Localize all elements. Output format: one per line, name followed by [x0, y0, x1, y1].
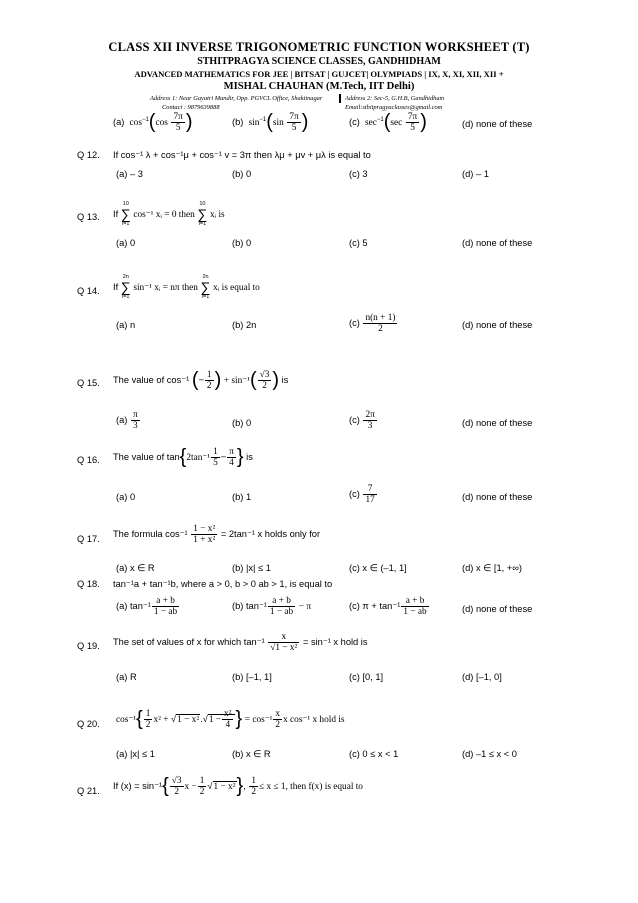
- fraction: $\frac{n(n + 1)}{2}$: [365, 313, 396, 334]
- fraction: $\frac{1}{5}$: [213, 447, 218, 468]
- q13-question: If 10 ∑ i=1 cos⁻¹ xᵢ = 0 then 10 ∑ i=1 xᵢ is: [113, 201, 225, 227]
- q20-number: Q 20.: [77, 719, 100, 729]
- q11-option-b: (b) $\sin^{-1}(\sin$ $\frac{7\pi}{5}$ ): [232, 111, 309, 133]
- q12-question: If cos⁻¹ λ + cos⁻¹μ + cos⁻¹ v = 3π then λμ + μv + μλ is equal to: [113, 150, 371, 160]
- q18-option-b: (b) tan⁻¹ $\frac{a + b}{1 - ab}$ − π: [232, 596, 312, 617]
- q17-number: Q 17.: [77, 534, 100, 544]
- fraction: $\frac{7}{17}$: [365, 484, 375, 505]
- q14-option-c: (c) $\frac{n(n + 1)}{2}$: [349, 313, 396, 334]
- fraction: $\frac{1}{2}$: [251, 776, 257, 797]
- worksheet-title: CLASS XII INVERSE TRIGONOMETRIC FUNCTION WORKSHEET (T): [108, 40, 530, 54]
- fraction: $\frac{√3}{2}$: [171, 776, 182, 797]
- address-1: Address 1: Near Gayatri Mandir, Opp. PGVCL Office, Shaktinagar: [150, 95, 323, 102]
- q18-question: tan⁻¹a + tan⁻¹b, where a > 0, b > 0 ab > 1, is equal to: [113, 579, 333, 589]
- q13-option-b: (b) 0: [232, 238, 252, 248]
- fraction: $\frac{\text{1 − x²}}{\text{1 + x²}}$: [193, 524, 216, 545]
- q16-option-a: (a) 0: [116, 492, 136, 502]
- q15-option-c: (c) $\frac{2\pi}{3}$: [349, 410, 375, 431]
- q19-option-a: (a) R: [116, 672, 137, 682]
- q16-option-b: (b) 1: [232, 492, 252, 502]
- institute-name: STHITPRAGYA SCIENCE CLASSES, GANDHIDHAM: [197, 56, 441, 67]
- fraction: $\frac{2\pi}{3}$: [365, 410, 375, 431]
- q16-number: Q 16.: [77, 455, 100, 465]
- address-divider: [339, 94, 341, 103]
- q12-option-b: (b) 0: [232, 169, 252, 179]
- q20-option-b: (b) x ∈ R: [232, 749, 271, 759]
- summation: 2n ∑ i=1: [120, 274, 131, 300]
- q14-option-d: (d) none of these: [462, 320, 533, 330]
- fraction: $\frac{√3}{2}$: [259, 370, 270, 391]
- q17-option-b: (b) |x| ≤ 1: [232, 563, 271, 573]
- fraction: $\frac{x}{\text{√1 − x²}}$: [270, 632, 298, 653]
- q14-question: If 2n ∑ i=1 sin⁻¹ xᵢ = nπ then 2n ∑ i=1 xᵢ is equal to: [113, 274, 260, 300]
- q21-number: Q 21.: [77, 786, 100, 796]
- q13-option-c: (c) 5: [349, 238, 368, 248]
- q13-option-a: (a) 0: [116, 238, 136, 248]
- q19-option-d: (d) [–1, 0]: [462, 672, 502, 682]
- course-subtitle: ADVANCED MATHEMATICS FOR JEE | BITSAT | GUJCET| OLYMPIADS | IX, X, XI, XII, XII +: [134, 69, 504, 79]
- q17-question: The formula cos⁻¹ $\frac{\text{1 − x²}}{\text{1 + x²}}$ = 2tan⁻¹ x holds only for: [113, 524, 321, 545]
- contact-number: Contact : 9879639888: [162, 104, 220, 111]
- email-address: Email:sthitpragyaclasses@gmail.com: [345, 104, 443, 111]
- fraction: $\frac{a + b}{1 - ab}$: [403, 596, 427, 617]
- q14-option-b: (b) 2n: [232, 320, 257, 330]
- fraction: $\frac{7\pi}{5}$: [289, 112, 299, 133]
- q11-option-d: (d) none of these: [462, 119, 533, 129]
- q16-option-c: (c) $\frac{7}{17}$: [349, 484, 375, 505]
- address-2: Address 2: Sec-5, G.H.B, Gandhidham: [345, 95, 445, 102]
- q17-option-c: (c) x ∈ (–1, 1]: [349, 563, 407, 573]
- q14-number: Q 14.: [77, 286, 100, 296]
- q19-number: Q 19.: [77, 641, 100, 651]
- q15-option-d: (d) none of these: [462, 418, 533, 428]
- q20-option-c: (c) 0 ≤ x < 1: [349, 749, 399, 759]
- fraction: $\frac{1}{2}$: [199, 776, 205, 797]
- q12-number: Q 12.: [77, 150, 100, 160]
- q15-option-a: (a) $\frac{\pi}{3}$: [116, 410, 138, 431]
- q21-question: If (x) = sin⁻¹{ $\frac{√3}{2}$ x − $\frac{1}{2}$ √1 − x²}, $\frac{1}{2}$ ≤ x ≤ 1, then f(x) is equal to: [113, 775, 363, 797]
- address-block-1: [150, 94, 322, 112]
- fraction: $\frac{\pi}{4}$: [229, 447, 234, 468]
- q18-option-a: (a) tan⁻¹ $\frac{a + b}{1 - ab}$: [116, 596, 178, 617]
- q16-question: The value of tan{2tan⁻¹ $\frac{1}{5}$ − $\frac{\pi}{4}$ } is: [113, 446, 253, 468]
- q15-option-b: (b) 0: [232, 418, 252, 428]
- q12-option-d: (d) – 1: [462, 169, 489, 179]
- q20-option-a: (a) |x| ≤ 1: [116, 749, 155, 759]
- fraction: $\frac{7\pi}{5}$: [407, 112, 418, 133]
- q19-question: The set of values of x for which tan⁻¹ $\frac{x}{\text{√1 − x²}}$ = sin⁻¹ x hold is: [113, 632, 368, 653]
- q11-option-c: (c) $\sec^{-1}(\sec$ $\frac{7\pi}{5}$ ): [349, 111, 427, 133]
- q20-option-d: (d) –1 ≤ x < 0: [462, 749, 517, 759]
- fraction: $\frac{x}{2}$: [275, 709, 281, 730]
- fraction: $\frac{1}{2}$: [206, 370, 212, 391]
- q12-option-a: (a) – 3: [116, 169, 143, 179]
- q17-option-a: (a) x ∈ R: [116, 563, 155, 573]
- fraction: $\frac{7\pi}{5}$: [173, 112, 183, 133]
- fraction: $\frac{\text{x²}}{4}$: [224, 709, 232, 731]
- author-name: MISHAL CHAUHAN (M.Tech, IIT Delhi): [223, 81, 415, 92]
- q13-number: Q 13.: [77, 212, 100, 222]
- q15-question: The value of cos⁻¹ (− $\frac{1}{2}$ ) + sin⁻¹( $\frac{√3}{2}$ ) is: [113, 369, 289, 391]
- summation: 10 ∑ i=1: [197, 201, 208, 227]
- summation: 10 ∑ i=1: [120, 201, 131, 227]
- q18-number: Q 18.: [77, 579, 100, 589]
- q16-option-d: (d) none of these: [462, 492, 533, 502]
- q11-option-a: (a) $\cos^{-1}(\cos$ $\frac{7\pi}{5}$ ): [113, 111, 193, 133]
- q12-option-c: (c) 3: [349, 169, 368, 179]
- q20-question: cos⁻¹{ $\frac{1}{2}$ x² + √1 − x².√1 − $\frac{\text{x²}}{4}$ } = cos⁻¹ $\frac{x}{2}$ x cos⁻¹ x hold is: [116, 708, 345, 731]
- q13-option-d: (d) none of these: [462, 238, 533, 248]
- q15-number: Q 15.: [77, 378, 100, 388]
- q19-option-b: (b) [–1, 1]: [232, 672, 272, 682]
- address-block-2: [345, 94, 444, 112]
- q18-option-d: (d) none of these: [462, 604, 533, 614]
- fraction: $\frac{a + b}{1 - ab}$: [153, 596, 178, 617]
- q17-option-d: (d) x ∈ [1, +∞): [462, 563, 522, 573]
- q19-option-c: (c) [0, 1]: [349, 672, 384, 682]
- q14-option-a: (a) n: [116, 320, 136, 330]
- fraction: $\frac{1}{2}$: [145, 709, 151, 730]
- summation: 2n ∑ i=1: [200, 274, 211, 300]
- fraction: $\frac{\pi}{3}$: [132, 410, 138, 431]
- q18-option-c: (c) π + tan⁻¹ $\frac{a + b}{1 - ab}$: [349, 596, 427, 617]
- fraction: $\frac{a + b}{1 - ab}$: [269, 596, 294, 617]
